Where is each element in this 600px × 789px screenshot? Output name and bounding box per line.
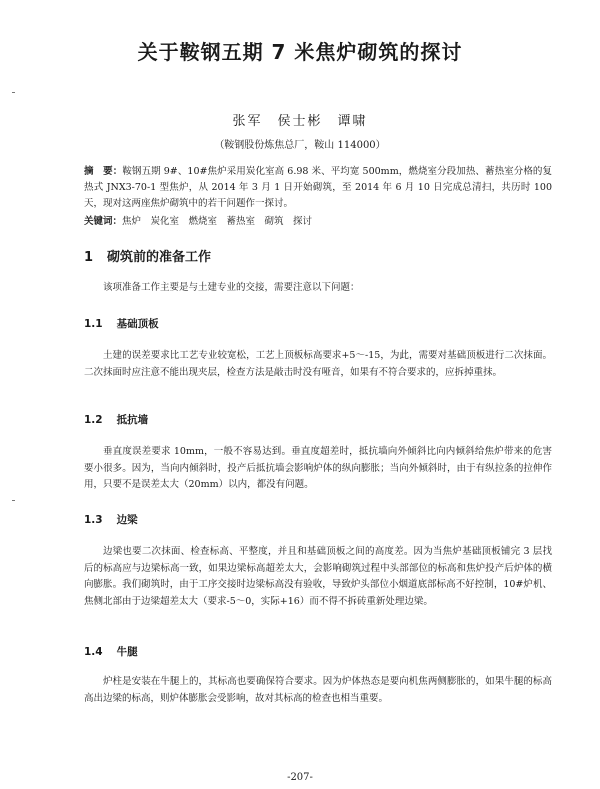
- keywords-text: 焦炉 炭化室 燃烧室 蓄热室 砌筑 探讨: [122, 216, 313, 227]
- paper-title: 关于鞍钢五期 7 米焦炉砌筑的探讨: [137, 40, 463, 64]
- subsection-title: 牛腿: [116, 646, 138, 658]
- section-number: 1: [84, 250, 94, 265]
- section-title: 砌筑前的准备工作: [107, 250, 212, 265]
- margin-mark: [12, 500, 15, 501]
- abstract: [84, 164, 552, 212]
- subsection-title: 基础顶板: [116, 318, 159, 330]
- subsection-text-1-1: 土建的误差要求比工艺专业较宽松，工艺上顶板标高要求+5～-15，为此，需要对基础顶板进行二次抹面。二次抹面时应注意不能出现夹层，检查方法是敲击时没有哑音，如果有不符合要求的，应拆掉重抹。: [84, 350, 552, 378]
- subsection-number: 1.1: [84, 318, 103, 330]
- subsection-text-1-4: 炉柱是安装在牛腿上的，其标高也要确保符合要求。因为炉体热态是要向机焦两侧膨胀的，如果牛腿的标高高出边梁的标高，则炉体膨胀会受影响，故对其标高的检查也相当重要。: [84, 676, 552, 704]
- section-heading-1: [84, 246, 211, 265]
- abstract-text: 鞍钢五期 9#、10#焦炉采用炭化室高 6.98 米、平均宽 500mm，燃烧室分段加热、蓄热室分格的复热式 JNX3-70-1 型焦炉，从 2014 年 3 月 1 日开始砌筑，至 2014 年 6 月 10 日完成总清扫，共历时 100 天，现对这两座焦炉砌筑中的若干问题作一探讨。: [84, 166, 552, 209]
- keywords-label: 关键词：: [84, 216, 123, 227]
- abstract-label: 摘 要：: [84, 166, 123, 177]
- subsection-heading-1-2: [84, 412, 148, 427]
- subsection-text-1-2: 垂直度误差要求 10mm，一般不容易达到。垂直度超差时，抵抗墙向外倾斜比向内倾斜给焦炉带来的危害要小很多。因为，当向内倾斜时，投产后抵抗墙会影响炉体的纵向膨胀；当向外倾斜时，由于有纵拉条的拉伸作用，只要不是误差太大（20mm）以内，都没有问题。: [84, 446, 552, 490]
- affiliation: （鞍钢股份炼焦总厂，鞍山 114000）: [214, 140, 386, 151]
- subsection-number: 1.4: [84, 646, 103, 658]
- author-list: 张军 侯士彬 谭啸: [232, 114, 368, 129]
- section-intro: 该项准备工作主要是与土建专业的交接，需要注意以下问题：: [103, 282, 360, 293]
- subsection-text-1-3: 边梁也要二次抹面、检查标高、平整度，并且和基础顶板之间的高度差。因为当焦炉基础顶板铺完 3 层找后的标高应与边梁标高一致，如果边梁标高超差太大，会影响砌筑过程中头部部位的标高和焦炉投产后炉体的横向膨胀。我们砌筑时，由于工序交接时边梁标高没有验收，导致炉头部位小烟道底部标高不好控制，10#炉机、焦侧北部由于边梁超差太大（要求-5～0，实际+16）而不得不拆砖重新处理边梁。: [84, 546, 552, 607]
- subsection-heading-1-4: [84, 644, 138, 659]
- page-number: -207-: [287, 772, 313, 783]
- subsection-heading-1-1: [84, 316, 159, 331]
- subsection-heading-1-3: [84, 512, 138, 527]
- subsection-title: 边梁: [116, 514, 138, 526]
- subsection-title: 抵抗墙: [116, 414, 149, 426]
- subsection-number: 1.3: [84, 514, 103, 526]
- keywords: [84, 214, 552, 230]
- margin-mark: [12, 92, 15, 93]
- subsection-number: 1.2: [84, 414, 103, 426]
